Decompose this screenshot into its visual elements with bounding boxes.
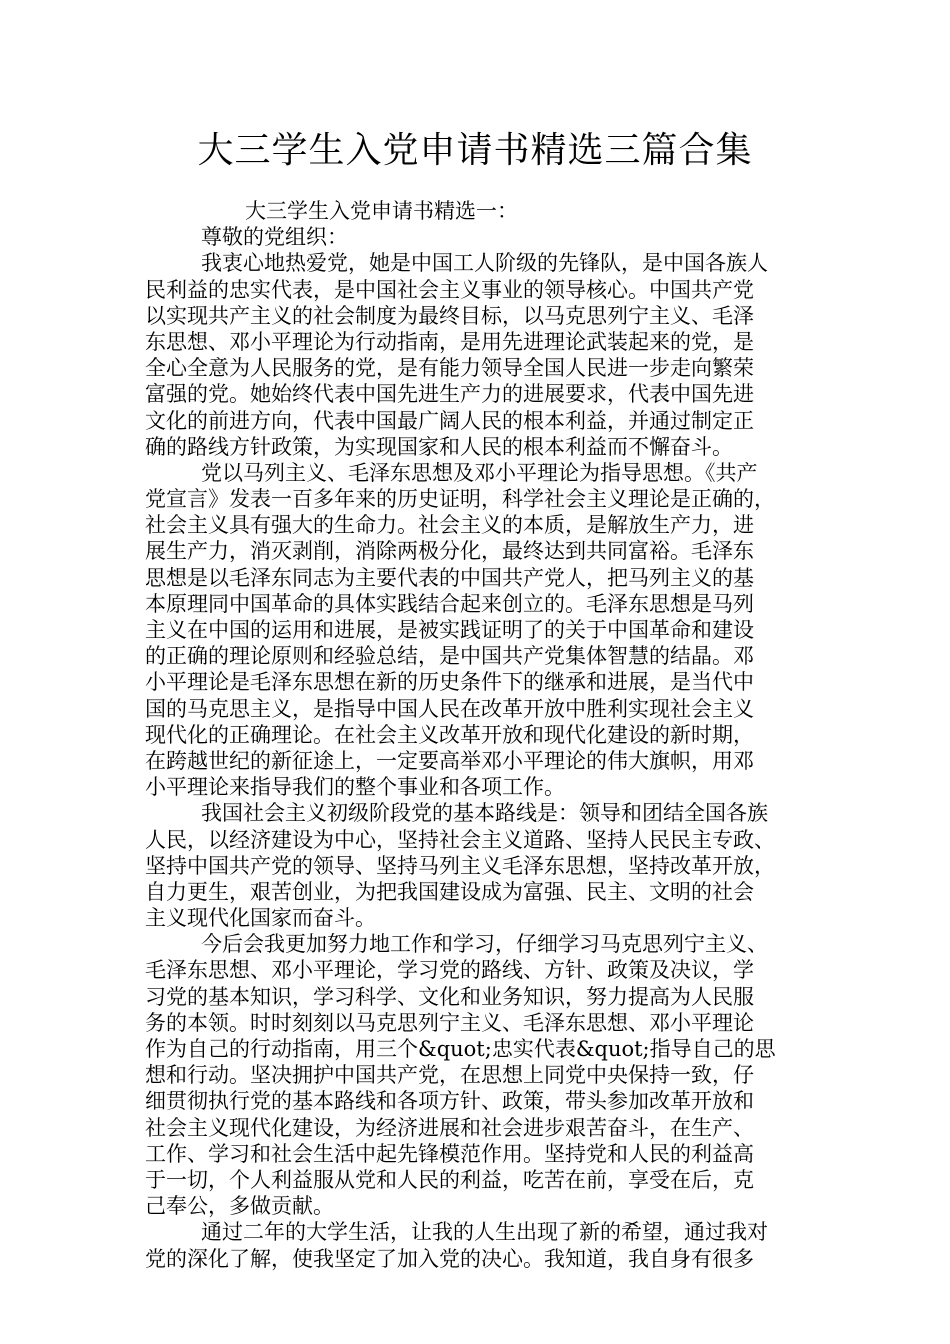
- text-line: 习党的基本知识，学习科学、文化和业务知识，努力提高为人民服: [145, 984, 754, 1009]
- text-line: 主义在中国的运用和进展，是被实践证明了的关于中国革命和建设: [145, 618, 754, 642]
- text-line: 本原理同中国革命的具体实践结合起来创立的。毛泽东思想是马列: [145, 591, 754, 616]
- text-line: 小平理论来指导我们的整个事业和各项工作。: [145, 775, 565, 800]
- text-line: 的正确的理论原则和经验总结，是中国共产党集体智慧的结晶。邓: [145, 644, 754, 669]
- text-line: 主义现代化国家而奋斗。: [145, 906, 376, 931]
- text-line: 东思想、邓小平理论为行动指南，是用先进理论武装起来的党，是: [145, 329, 754, 354]
- text-line: 今后会我更加努力地工作和学习，仔细学习马克思列宁主义、: [201, 932, 768, 957]
- text-line: 毛泽东思想、邓小平理论，学习党的路线、方针、政策及决议，学: [145, 958, 754, 983]
- text-line: 小平理论是毛泽东思想在新的历史条件下的继承和进展，是当代中: [145, 670, 754, 695]
- text-line: 社会主义具有强大的生命力。社会主义的本质，是解放生产力，进: [145, 513, 754, 538]
- document-body: [145, 198, 820, 1272]
- text-line: 党宣言》发表一百多年来的历史证明，科学社会主义理论是正确的，: [145, 487, 775, 512]
- text-line: 党的深化了解，使我坚定了加入党的决心。我知道，我自身有很多: [145, 1246, 754, 1271]
- text-line: 细贯彻执行党的基本路线和各项方针、政策，带头参加改革开放和: [145, 1089, 754, 1114]
- text-line: 文化的前进方向，代表中国最广阔人民的根本利益，并通过制定正: [145, 408, 754, 433]
- document-title: 大三学生入党申请书精选三篇合集: [197, 130, 753, 171]
- text-line: 人民，以经济建设为中心，坚持社会主义道路、坚持人民民主专政、: [145, 827, 775, 852]
- text-line: 国的马克思主义，是指导中国人民在改革开放中胜利实现社会主义: [145, 696, 754, 721]
- text-line: 全心全意为人民服务的党，是有能力领导全国人民进一步走向繁荣: [145, 356, 754, 381]
- text-line: 作为自己的行动指南，用三个&quot;忠实代表&quot;指导自己的思: [145, 1037, 776, 1061]
- text-line: 务的本领。时时刻刻以马克思列宁主义、毛泽东思想、邓小平理论: [145, 1010, 754, 1035]
- text-line: 以实现共产主义的社会制度为最终目标，以马克思列宁主义、毛泽: [145, 303, 754, 328]
- text-line: 我衷心地热爱党，她是中国工人阶级的先锋队，是中国各族人: [201, 251, 768, 276]
- text-line: 己奉公，多做贡献。: [145, 1194, 334, 1219]
- text-line: 大三学生入党申请书精选一：: [245, 199, 518, 223]
- text-line: 工作、学习和社会生活中起先锋模范作用。坚持党和人民的利益高: [145, 1141, 754, 1166]
- text-line: 现代化的正确理论。在社会主义改革开放和现代化建设的新时期，: [145, 722, 754, 747]
- text-line: 党以马列主义、毛泽东思想及邓小平理论为指导思想。《共产: [201, 460, 758, 485]
- text-line: 社会主义现代化建设，为经济进展和社会进步艰苦奋斗，在生产、: [145, 1115, 754, 1140]
- text-line: 在跨越世纪的新征途上，一定要高举邓小平理论的伟大旗帜，用邓: [145, 748, 754, 773]
- text-line: 富强的党。她始终代表中国先进生产力的进展要求，代表中国先进: [145, 382, 754, 407]
- text-line: 确的路线方针政策，为实现国家和人民的根本利益而不懈奋斗。: [145, 434, 733, 459]
- text-line: 通过二年的大学生活，让我的人生出现了新的希望，通过我对: [201, 1220, 768, 1245]
- text-line: 想和行动。坚决拥护中国共产党，在思想上同党中央保持一致，仔: [145, 1063, 754, 1088]
- text-line: 坚持中国共产党的领导、坚持马列主义毛泽东思想，坚持改革开放，: [145, 853, 775, 878]
- text-line: 展生产力，消灭剥削，消除两极分化，最终达到共同富裕。毛泽东: [145, 539, 754, 564]
- text-line: 尊敬的党组织：: [201, 225, 348, 250]
- text-line: 我国社会主义初级阶段党的基本路线是：领导和团结全国各族: [201, 801, 768, 826]
- text-line: 民利益的忠实代表，是中国社会主义事业的领导核心。中国共产党: [145, 277, 754, 302]
- text-line: 自力更生，艰苦创业，为把我国建设成为富强、民主、文明的社会: [145, 879, 754, 904]
- text-line: 思想是以毛泽东同志为主要代表的中国共产党人，把马列主义的基: [145, 565, 754, 590]
- text-line: 于一切，个人利益服从党和人民的利益，吃苦在前，享受在后，克: [145, 1167, 754, 1192]
